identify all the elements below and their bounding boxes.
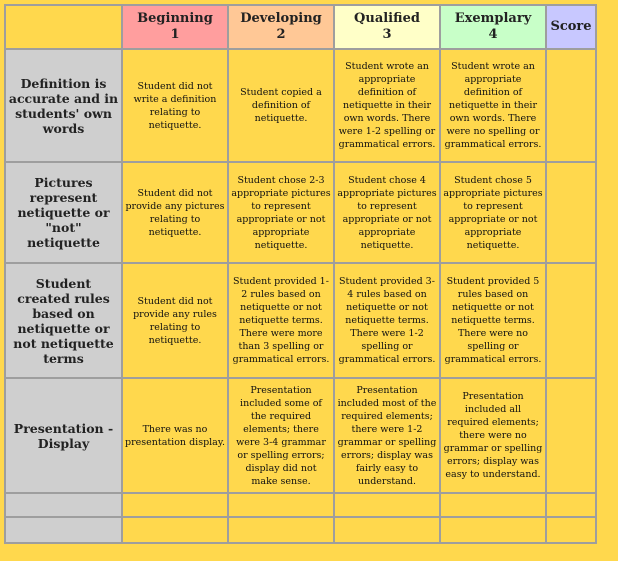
cell-exemplary: Presentation included all required elements; there were no grammar or spelling errors; display was easy to understand. (441, 379, 545, 492)
cell-developing: Student chose 2-3 appropriate pictures to represent appropriate or not appropriate netiquette. (229, 163, 333, 262)
empty-row-label (6, 494, 121, 516)
header-developing-label: Developing (240, 11, 322, 26)
empty-cell (123, 518, 227, 542)
header-corner (6, 6, 121, 48)
empty-row (6, 518, 595, 542)
cell-developing: Student provided 1-2 rules based on netiquette or not netiquette terms. There were more than 3 spelling or grammatical errors. (229, 264, 333, 377)
cell-beginning: Student did not provide any pictures relating to netiquette. (123, 163, 227, 262)
empty-cell (441, 518, 545, 542)
cell-score[interactable] (547, 379, 595, 492)
cell-beginning: Student did not write a definition relating to netiquette. (123, 50, 227, 161)
cell-qualified: Student provided 3-4 rules based on netiquette or not netiquette terms. There were 1-2 spelling or grammatical errors. (335, 264, 439, 377)
empty-cell (335, 518, 439, 542)
empty-cell (441, 494, 545, 516)
cell-score[interactable] (547, 50, 595, 161)
criterion-label: Pictures represent netiquette or "not" netiquette (6, 163, 121, 262)
criterion-label: Student created rules based on netiquette or not netiquette terms (6, 264, 121, 377)
header-developing-num: 2 (276, 27, 286, 42)
cell-exemplary: Student chose 5 appropriate pictures to represent appropriate or not appropriate netiquette. (441, 163, 545, 262)
header-qualified-num: 3 (382, 27, 392, 42)
cell-beginning: Student did not provide any rules relating to netiquette. (123, 264, 227, 377)
header-qualified (335, 6, 439, 48)
header-score: Score (547, 6, 595, 48)
empty-row-label (6, 518, 121, 542)
cell-developing: Student copied a definition of netiquette. (229, 50, 333, 161)
empty-cell (335, 494, 439, 516)
cell-beginning: There was no presentation display. (123, 379, 227, 492)
empty-cell (229, 494, 333, 516)
criterion-row (6, 264, 595, 377)
cell-exemplary: Student wrote an appropriate definition of netiquette in their own words. There were no spelling or grammatical errors. (441, 50, 545, 161)
cell-score[interactable] (547, 163, 595, 262)
criterion-label: Definition is accurate and in students' own words (6, 50, 121, 161)
cell-qualified: Presentation included most of the required elements; there were 1-2 grammar or spelling errors; display was fairly easy to understand. (335, 379, 439, 492)
empty-cell (229, 518, 333, 542)
header-developing (229, 6, 333, 48)
cell-score[interactable] (547, 264, 595, 377)
header-exemplary-num: 4 (488, 27, 498, 42)
empty-cell (123, 494, 227, 516)
header-beginning-label: Beginning (137, 11, 213, 26)
criterion-row (6, 50, 595, 161)
header-exemplary (441, 6, 545, 48)
header-beginning (123, 6, 227, 48)
cell-exemplary: Student provided 5 rules based on netiquette or not netiquette terms. There were no spelling or grammatical errors. (441, 264, 545, 377)
empty-row (6, 494, 595, 516)
header-beginning-num: 1 (170, 27, 180, 42)
criterion-row (6, 379, 595, 492)
header-exemplary-label: Exemplary (454, 11, 532, 26)
rubric-table (4, 4, 597, 544)
empty-cell (547, 494, 595, 516)
criterion-row (6, 163, 595, 262)
header-row (6, 6, 595, 48)
header-qualified-label: Qualified (354, 11, 420, 26)
cell-qualified: Student chose 4 appropriate pictures to represent appropriate or not appropriate netiquette. (335, 163, 439, 262)
criterion-label: Presentation - Display (6, 379, 121, 492)
empty-cell (547, 518, 595, 542)
cell-qualified: Student wrote an appropriate definition of netiquette in their own words. There were 1-2 spelling or grammatical errors. (335, 50, 439, 161)
cell-developing: Presentation included some of the required elements; there were 3-4 grammar or spelling errors; display did not make sense. (229, 379, 333, 492)
